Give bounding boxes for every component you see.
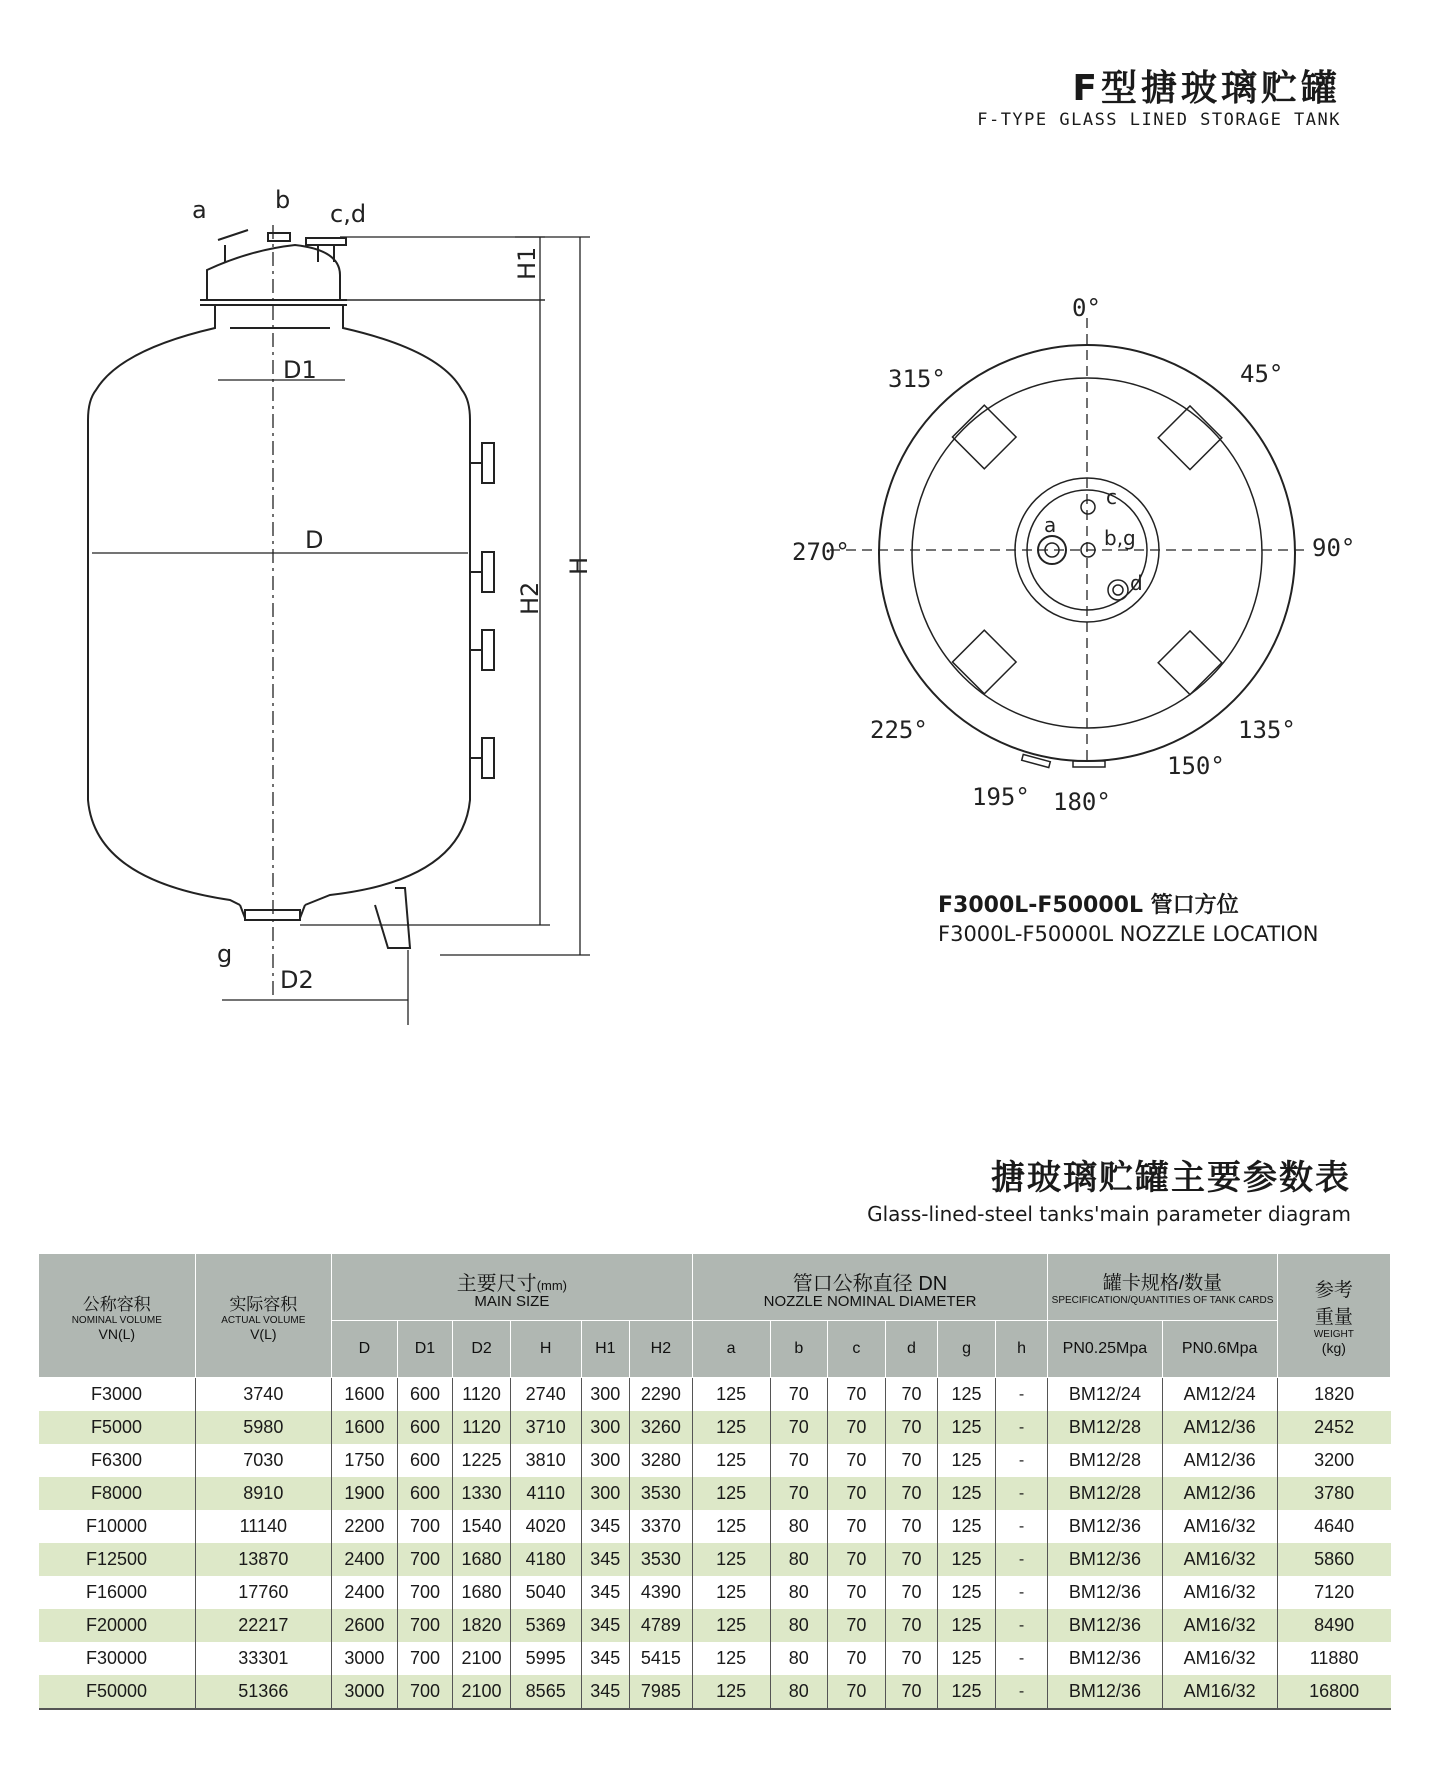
- table-cell: -: [995, 1543, 1048, 1576]
- table-row: [39, 1642, 1391, 1675]
- table-cell: 1600: [332, 1378, 398, 1412]
- svg-text:195°: 195°: [972, 783, 1030, 811]
- table-cell: 80: [770, 1543, 828, 1576]
- table-cell: 70: [828, 1411, 886, 1444]
- table-cell: 3260: [630, 1411, 693, 1444]
- table-cell: 4789: [630, 1609, 693, 1642]
- table-cell: 70: [828, 1510, 886, 1543]
- table-cell: -: [995, 1477, 1048, 1510]
- table-cell: 600: [397, 1477, 453, 1510]
- table-cell: 125: [692, 1675, 770, 1709]
- col-H2: H2: [630, 1321, 693, 1378]
- table-row: [39, 1576, 1391, 1609]
- svg-text:0°: 0°: [1072, 294, 1101, 322]
- table-cell: 70: [885, 1675, 938, 1709]
- table-cell: 5415: [630, 1642, 693, 1675]
- table-cell: 7985: [630, 1675, 693, 1709]
- table-cell: 70: [828, 1642, 886, 1675]
- table-cell: 125: [692, 1576, 770, 1609]
- col-b: b: [770, 1321, 828, 1378]
- table-cell: AM16/32: [1162, 1543, 1277, 1576]
- table-cell: 345: [581, 1543, 630, 1576]
- table-cell: 70: [885, 1543, 938, 1576]
- table-cell: 125: [938, 1477, 996, 1510]
- table-cell: 80: [770, 1675, 828, 1709]
- table-cell: 2100: [453, 1675, 511, 1709]
- table-cell: 600: [397, 1378, 453, 1412]
- table-cell: 4110: [510, 1477, 581, 1510]
- header-nominal-volume: 公称容积 NOMINAL VOLUME VN(L): [39, 1254, 196, 1378]
- table-cell: 1680: [453, 1543, 511, 1576]
- table-cell: F30000: [39, 1642, 196, 1675]
- table-cell: 5995: [510, 1642, 581, 1675]
- table-cell: 125: [938, 1543, 996, 1576]
- table-cell: 11880: [1277, 1642, 1390, 1675]
- table-cell: 70: [885, 1576, 938, 1609]
- svg-text:b: b: [275, 186, 291, 214]
- table-cell: 600: [397, 1444, 453, 1477]
- table-cell: 7120: [1277, 1576, 1390, 1609]
- table-cell: 300: [581, 1477, 630, 1510]
- table-cell: -: [995, 1609, 1048, 1642]
- table-cell: 700: [397, 1543, 453, 1576]
- table-cell: 3000: [332, 1642, 398, 1675]
- table-cell: 2290: [630, 1378, 693, 1412]
- table-cell: 8910: [195, 1477, 331, 1510]
- table-cell: 70: [885, 1609, 938, 1642]
- col-h: h: [995, 1321, 1048, 1378]
- svg-text:45°: 45°: [1240, 360, 1284, 388]
- table-cell: -: [995, 1642, 1048, 1675]
- svg-text:c,d: c,d: [330, 200, 367, 228]
- table-cell: 4390: [630, 1576, 693, 1609]
- table-cell: 125: [692, 1444, 770, 1477]
- table-cell: 2600: [332, 1609, 398, 1642]
- table-cell: 125: [692, 1543, 770, 1576]
- col-D1: D1: [397, 1321, 453, 1378]
- svg-text:D: D: [305, 526, 324, 554]
- table-cell: 17760: [195, 1576, 331, 1609]
- table-cell: 2400: [332, 1543, 398, 1576]
- table-cell: 5040: [510, 1576, 581, 1609]
- col-a: a: [692, 1321, 770, 1378]
- table-cell: 125: [938, 1411, 996, 1444]
- table-cell: 70: [770, 1411, 828, 1444]
- table-cell: 125: [692, 1642, 770, 1675]
- table-cell: 8490: [1277, 1609, 1390, 1642]
- table-cell: 300: [581, 1411, 630, 1444]
- table-cell: 125: [938, 1444, 996, 1477]
- table-cell: 125: [692, 1411, 770, 1444]
- table-cell: 1820: [1277, 1378, 1390, 1412]
- table-cell: 16800: [1277, 1675, 1390, 1709]
- svg-text:90°: 90°: [1312, 534, 1356, 562]
- table-cell: 5369: [510, 1609, 581, 1642]
- table-cell: 70: [828, 1543, 886, 1576]
- table-cell: 33301: [195, 1642, 331, 1675]
- table-row: [39, 1675, 1391, 1709]
- table-cell: AM16/32: [1162, 1576, 1277, 1609]
- table-cell: 125: [938, 1675, 996, 1709]
- table-cell: 700: [397, 1576, 453, 1609]
- table-cell: BM12/24: [1048, 1378, 1162, 1412]
- table-cell: 70: [885, 1642, 938, 1675]
- table-cell: AM16/32: [1162, 1642, 1277, 1675]
- table-cell: 11140: [195, 1510, 331, 1543]
- table-cell: F8000: [39, 1477, 196, 1510]
- parameter-table: [38, 1253, 1391, 1710]
- table-cell: -: [995, 1444, 1048, 1477]
- header-actual-volume: 实际容积 ACTUAL VOLUME V(L): [195, 1254, 331, 1378]
- header-weight: 参考 重量 WEIGHT (kg): [1277, 1254, 1390, 1378]
- table-cell: 3200: [1277, 1444, 1390, 1477]
- svg-text:270°: 270°: [792, 538, 850, 566]
- table-cell: AM12/36: [1162, 1444, 1277, 1477]
- table-cell: 125: [938, 1510, 996, 1543]
- table-cell: 80: [770, 1609, 828, 1642]
- table-cell: AM12/36: [1162, 1411, 1277, 1444]
- table-cell: 70: [828, 1378, 886, 1412]
- table-cell: 1330: [453, 1477, 511, 1510]
- table-cell: 3740: [195, 1378, 331, 1412]
- table-cell: AM12/24: [1162, 1378, 1277, 1412]
- table-cell: BM12/36: [1048, 1543, 1162, 1576]
- table-cell: BM12/28: [1048, 1411, 1162, 1444]
- col-pn06: PN0.6Mpa: [1162, 1321, 1277, 1378]
- table-cell: F3000: [39, 1378, 196, 1412]
- table-cell: 125: [692, 1378, 770, 1412]
- table-cell: F10000: [39, 1510, 196, 1543]
- page-title: F型搪玻璃贮罐: [1072, 68, 1341, 109]
- table-cell: 51366: [195, 1675, 331, 1709]
- svg-text:135°: 135°: [1238, 716, 1296, 744]
- table-row: [39, 1510, 1391, 1543]
- table-cell: 70: [770, 1444, 828, 1477]
- table-cell: 1900: [332, 1477, 398, 1510]
- table-cell: F16000: [39, 1576, 196, 1609]
- table-cell: 1820: [453, 1609, 511, 1642]
- table-cell: 2400: [332, 1576, 398, 1609]
- table-cell: 700: [397, 1609, 453, 1642]
- table-cell: F12500: [39, 1543, 196, 1576]
- table-cell: -: [995, 1510, 1048, 1543]
- table-cell: 3280: [630, 1444, 693, 1477]
- svg-text:a: a: [192, 196, 207, 224]
- table-cell: BM12/36: [1048, 1510, 1162, 1543]
- table-cell: -: [995, 1411, 1048, 1444]
- table-cell: 5980: [195, 1411, 331, 1444]
- svg-text:225°: 225°: [870, 716, 928, 744]
- col-c: c: [828, 1321, 886, 1378]
- table-cell: 1225: [453, 1444, 511, 1477]
- table-cell: 1540: [453, 1510, 511, 1543]
- table-cell: BM12/36: [1048, 1576, 1162, 1609]
- table-cell: 7030: [195, 1444, 331, 1477]
- svg-text:d: d: [1130, 571, 1143, 595]
- table-cell: 70: [828, 1576, 886, 1609]
- table-cell: 2740: [510, 1378, 581, 1412]
- table-cell: BM12/36: [1048, 1642, 1162, 1675]
- col-D: D: [332, 1321, 398, 1378]
- table-cell: 345: [581, 1642, 630, 1675]
- table-cell: 1120: [453, 1411, 511, 1444]
- table-cell: 4180: [510, 1543, 581, 1576]
- table-row: [39, 1411, 1391, 1444]
- table-cell: 300: [581, 1444, 630, 1477]
- header-nozzle-diameter: 管口公称直径 DN NOZZLE NOMINAL DIAMETER: [692, 1254, 1048, 1321]
- table-cell: 70: [885, 1444, 938, 1477]
- table-cell: 125: [938, 1378, 996, 1412]
- table-cell: 1750: [332, 1444, 398, 1477]
- svg-text:b,g: b,g: [1104, 526, 1136, 550]
- table-title-cn: 搪玻璃贮罐主要参数表: [991, 1158, 1351, 1198]
- table-cell: 3530: [630, 1543, 693, 1576]
- table-cell: 345: [581, 1510, 630, 1543]
- table-cell: BM12/28: [1048, 1444, 1162, 1477]
- table-row: [39, 1477, 1391, 1510]
- col-g: g: [938, 1321, 996, 1378]
- col-d: d: [885, 1321, 938, 1378]
- table-cell: -: [995, 1576, 1048, 1609]
- tank-side-view: [88, 230, 494, 948]
- table-cell: F5000: [39, 1411, 196, 1444]
- table-cell: 1120: [453, 1378, 511, 1412]
- table-cell: 3000: [332, 1675, 398, 1709]
- header-main-size: 主要尺寸(mm) MAIN SIZE: [332, 1254, 693, 1321]
- table-cell: 125: [938, 1609, 996, 1642]
- header-tank-cards: 罐卡规格/数量 SPECIFICATION/QUANTITIES OF TANK CARDS: [1048, 1254, 1277, 1321]
- table-cell: 80: [770, 1642, 828, 1675]
- table-cell: 700: [397, 1510, 453, 1543]
- table-cell: 80: [770, 1510, 828, 1543]
- table-cell: 1680: [453, 1576, 511, 1609]
- table-row: [39, 1378, 1391, 1412]
- dimension-lines: [92, 225, 590, 1025]
- table-cell: BM12/36: [1048, 1675, 1162, 1709]
- col-D2: D2: [453, 1321, 511, 1378]
- table-row: [39, 1609, 1391, 1642]
- table-cell: BM12/28: [1048, 1477, 1162, 1510]
- table-cell: 3530: [630, 1477, 693, 1510]
- table-cell: 345: [581, 1576, 630, 1609]
- svg-text:H: H: [565, 556, 593, 575]
- table-cell: F50000: [39, 1675, 196, 1709]
- table-cell: 3710: [510, 1411, 581, 1444]
- table-cell: F6300: [39, 1444, 196, 1477]
- svg-text:a: a: [1044, 513, 1057, 537]
- table-cell: 125: [692, 1609, 770, 1642]
- table-cell: 345: [581, 1609, 630, 1642]
- table-cell: 600: [397, 1411, 453, 1444]
- table-cell: F20000: [39, 1609, 196, 1642]
- table-cell: 70: [885, 1510, 938, 1543]
- table-cell: -: [995, 1675, 1048, 1709]
- table-cell: 70: [885, 1477, 938, 1510]
- side-view-labels: [192, 186, 593, 994]
- svg-text:g: g: [217, 940, 233, 968]
- table-cell: AM16/32: [1162, 1675, 1277, 1709]
- table-cell: 70: [828, 1444, 886, 1477]
- table-cell: AM12/36: [1162, 1477, 1277, 1510]
- table-cell: 345: [581, 1675, 630, 1709]
- table-cell: BM12/36: [1048, 1609, 1162, 1642]
- svg-text:D1: D1: [283, 356, 317, 384]
- svg-text:180°: 180°: [1053, 788, 1111, 816]
- table-body: [39, 1378, 1391, 1710]
- table-cell: 70: [828, 1477, 886, 1510]
- table-cell: 70: [828, 1609, 886, 1642]
- table-cell: 70: [770, 1378, 828, 1412]
- svg-text:H1: H1: [513, 246, 541, 280]
- table-cell: 3370: [630, 1510, 693, 1543]
- table-cell: 3780: [1277, 1477, 1390, 1510]
- svg-text:150°: 150°: [1167, 752, 1225, 780]
- table-cell: 2200: [332, 1510, 398, 1543]
- table-title-en: Glass-lined-steel tanks'main parameter diagram: [867, 1202, 1351, 1226]
- table-cell: 4020: [510, 1510, 581, 1543]
- table-cell: 70: [828, 1675, 886, 1709]
- table-cell: -: [995, 1378, 1048, 1412]
- col-H1: H1: [581, 1321, 630, 1378]
- table-cell: 700: [397, 1675, 453, 1709]
- table-cell: 125: [692, 1510, 770, 1543]
- table-cell: 125: [938, 1642, 996, 1675]
- table-cell: 13870: [195, 1543, 331, 1576]
- table-cell: 8565: [510, 1675, 581, 1709]
- table-row: [39, 1444, 1391, 1477]
- table-cell: 80: [770, 1576, 828, 1609]
- table-cell: 22217: [195, 1609, 331, 1642]
- col-pn025: PN0.25Mpa: [1048, 1321, 1162, 1378]
- nozzle-caption-en: F3000L-F50000L NOZZLE LOCATION: [938, 922, 1319, 946]
- plan-angle-labels: [792, 294, 1355, 816]
- svg-text:D2: D2: [280, 966, 314, 994]
- svg-text:H2: H2: [516, 581, 544, 615]
- table-cell: 5860: [1277, 1543, 1390, 1576]
- table-cell: AM16/32: [1162, 1510, 1277, 1543]
- table-cell: 3810: [510, 1444, 581, 1477]
- table-cell: 700: [397, 1642, 453, 1675]
- table-cell: 2100: [453, 1642, 511, 1675]
- svg-text:c: c: [1106, 485, 1117, 509]
- table-cell: 2452: [1277, 1411, 1390, 1444]
- table-cell: 70: [885, 1411, 938, 1444]
- table-cell: 70: [770, 1477, 828, 1510]
- nozzle-caption-cn: F3000L-F50000L 管口方位: [938, 893, 1239, 918]
- table-cell: 1600: [332, 1411, 398, 1444]
- table-cell: 70: [885, 1378, 938, 1412]
- table-cell: 4640: [1277, 1510, 1390, 1543]
- svg-text:315°: 315°: [888, 365, 946, 393]
- col-H: H: [510, 1321, 581, 1378]
- table-cell: 125: [692, 1477, 770, 1510]
- table-cell: 300: [581, 1378, 630, 1412]
- table-cell: 125: [938, 1576, 996, 1609]
- table-cell: AM16/32: [1162, 1609, 1277, 1642]
- page-subtitle: F-TYPE GLASS LINED STORAGE TANK: [977, 110, 1341, 130]
- table-row: [39, 1543, 1391, 1576]
